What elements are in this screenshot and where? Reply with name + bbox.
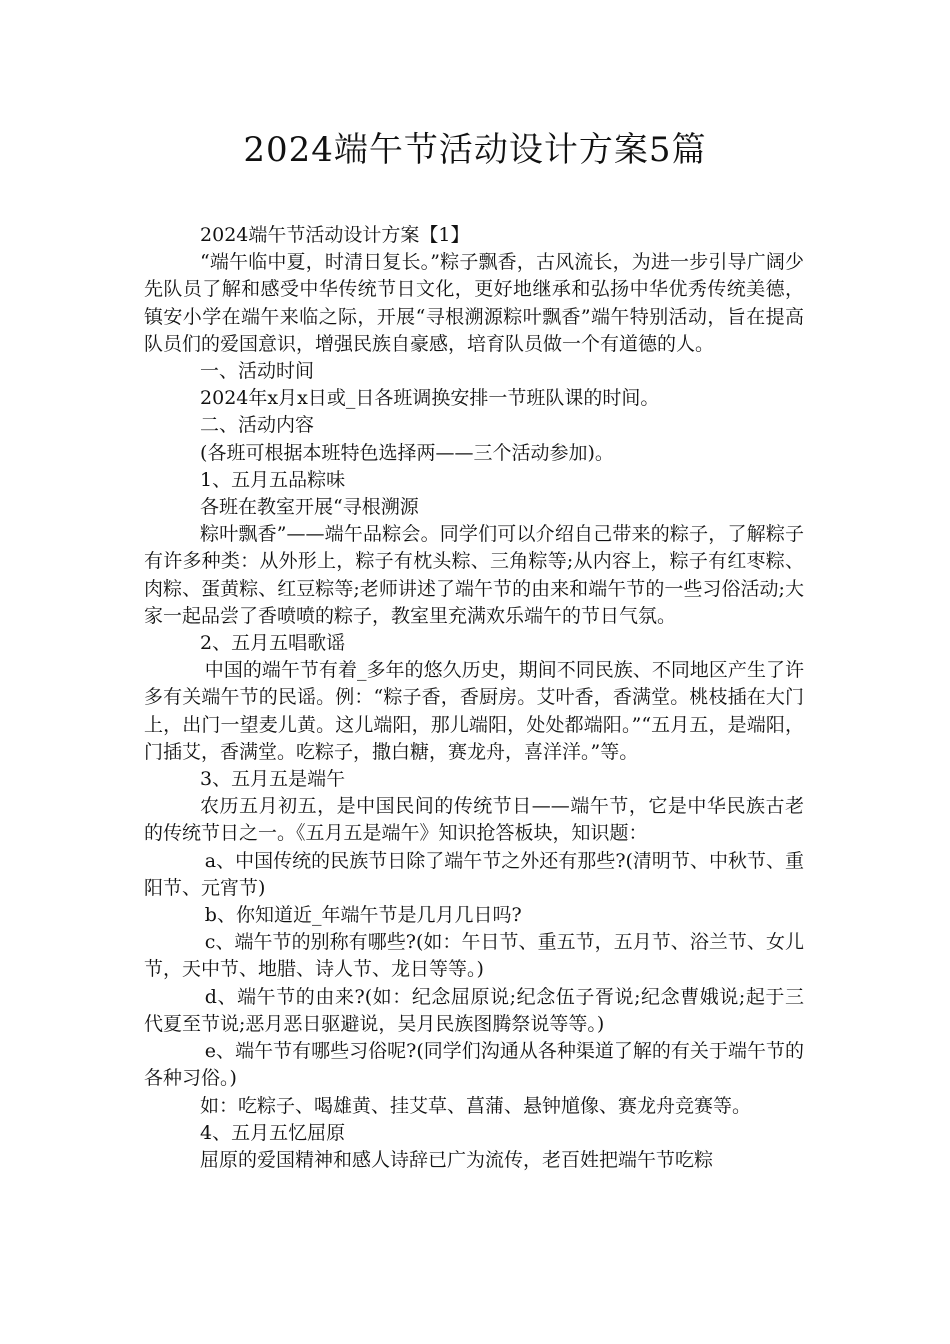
subsection-heading: 1、五月五品粽味: [200, 468, 346, 491]
paragraph: 如：吃粽子、喝雄黄、挂艾草、菖蒲、悬钟馗像、赛龙舟竞赛等。: [200, 1094, 752, 1117]
subsection-heading: 3、五月五是端午: [200, 768, 346, 791]
paragraph: 屈原的爱国精神和感人诗辞已广为流传，老百姓把端午节吃粽: [200, 1148, 714, 1171]
document-body: [144, 222, 804, 1174]
quiz-item: c、端午节的别称有哪些?(如：午日节、重五节，五月节、浴兰节、女儿节，天中节、地腊、诗人节、龙日等等。): [144, 931, 804, 981]
quiz-item: a、中国传统的民族节日除了端午节之外还有那些?(清明节、中秋节、重阳节、元宵节): [144, 849, 804, 899]
document-title: 2024端午节活动设计方案5篇: [243, 130, 707, 170]
paragraph: 中国的端午节有着_多年的悠久历史，期间不同民族、不同地区产生了许多有关端午节的民谣。例：“粽子香，香厨房。艾叶香，香满堂。桃枝插在大门上，出门一望麦儿黄。这儿端阳，那儿端阳，处处都端阳。”“五月五，是端阳，门插艾，香满堂。吃粽子，撒白糖，赛龙舟，喜洋洋。”等。: [144, 659, 804, 763]
quiz-item: d、端午节的由来?(如：纪念屈原说;纪念伍子胥说;纪念曹娥说;起于三代夏至节说;恶月恶日驱避说，吴月民族图腾祭说等等。): [144, 985, 804, 1035]
paragraph: 粽叶飘香”——端午品粽会。同学们可以介绍自己带来的粽子，了解粽子有许多种类：从外形上，粽子有枕头粽、三角粽等;从内容上，粽子有红枣粽、肉粽、蛋黄粽、红豆粽等;老师讲述了端午节的由来和端午节的一些习俗活动;大家一起品尝了香喷喷的粽子，教室里充满欢乐端午的节日气氛。: [144, 523, 804, 627]
paragraph: (各班可根据本班特色选择两——三个活动参加)。: [200, 441, 614, 464]
section-heading: 2024端午节活动设计方案【1】: [200, 224, 470, 246]
paragraph: “端午临中夏，时清日复长。”粽子飘香，古风流长，为进一步引导广阔少先队员了解和感受中华传统节日文化，更好地继承和弘扬中华优秀传统美德，镇安小学在端午来临之际，开展“寻根溯源粽叶飘香”端午特别活动，旨在提高队员们的爱国意识，增强民族自豪感，培育队员做一个有道德的人。: [144, 251, 804, 355]
section-heading: 一、活动时间: [200, 360, 315, 383]
paragraph: 农历五月初五，是中国民间的传统节日——端午节，它是中华民族古老的传统节日之一。《五月五是端午》知识抢答板块，知识题：: [144, 795, 804, 845]
subsection-heading: 4、五月五忆屈原: [200, 1121, 346, 1144]
paragraph: 各班在教室开展“寻根溯源: [200, 496, 419, 519]
quiz-item: e、端午节有哪些习俗呢?(同学们沟通从各种渠道了解的有关于端午节的各种习俗。): [144, 1040, 804, 1090]
quiz-item: b、你知道近_年端午节是几月几日吗?: [204, 904, 522, 927]
section-heading: 二、活动内容: [200, 414, 315, 437]
paragraph: 2024年x月x日或_日各班调换安排一节班队课的时间。: [200, 387, 660, 410]
subsection-heading: 2、五月五唱歌谣: [200, 632, 346, 655]
